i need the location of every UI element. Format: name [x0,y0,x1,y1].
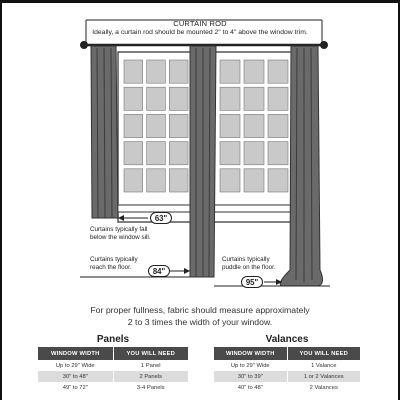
window-pane [244,142,264,165]
window-pane [244,169,264,192]
table-cell: Up to 29" Wide [55,362,95,369]
note-sill-line2: below the window sill. [90,234,151,241]
measure-badge-63: 63" [150,212,172,224]
table-header-row [38,347,188,360]
note-puddle-line2: puddle on the floor. [222,264,276,271]
arrow-95 [264,279,282,285]
window-pane [244,87,264,110]
window-pane [169,87,188,110]
table-row [214,360,360,371]
note-floor-line2: reach the floor. [90,264,132,271]
table-cell: 1 Panel [113,360,188,371]
table-row [38,371,188,382]
table-row [38,382,188,393]
table-cell: 3-4 Panels [113,382,188,393]
fullness-line1: For proper fullness, fabric should measure approximately [90,305,310,315]
window-pane [268,87,288,110]
rod-caption: Ideally, a curtain rod should be mounted 2" to 4" above the window trim. [92,29,308,36]
window-pane [220,60,240,83]
window-pane [220,87,240,110]
window-pane [169,60,188,83]
window-pane [268,142,288,165]
fullness-line2: 2 to 3 times the width of your window. [127,317,273,327]
window-pane [244,114,264,137]
table-row [38,360,188,371]
note-sill [90,226,151,242]
arrow-84 [170,268,190,274]
window-pane [268,60,288,83]
window-pane [268,114,288,137]
table-row [214,371,360,382]
panels-title: Panels [96,334,130,345]
table-cell: 2 Panels [113,371,188,382]
table-cell: 30" to 39" [214,371,287,382]
table-cell: 40" to 48" [237,384,263,391]
window-pane [124,87,143,110]
window-sill-right [208,205,300,212]
table-cell: Up to 29" Wide [230,362,270,369]
window-left [112,52,200,222]
table-cell: 1 Valance [287,360,360,371]
column-header: YOU WILL NEED [113,347,188,360]
window-pane [220,169,240,192]
window-pane [220,114,240,137]
window-pane [147,60,166,83]
valances-table [214,347,360,393]
window-pane [124,114,143,137]
table-header-row [214,347,360,360]
fullness-note [0,304,400,328]
column-header: WINDOW WIDTH [38,347,113,360]
window-right [208,52,300,222]
valances-title: Valances [265,334,309,345]
curtain-panel-sill [91,46,118,218]
note-sill-line1: Curtains typically fall [90,226,148,233]
table-cell: 49" to 72" [62,384,88,391]
note-floor [90,256,138,272]
note-puddle [222,256,276,272]
window-pane [124,60,143,83]
column-header: WINDOW WIDTH [214,347,287,360]
window-pane [147,142,166,165]
rod-label: CURTAIN ROD [173,19,227,28]
window-pane [220,142,240,165]
table-row [214,382,360,393]
panels-table [38,347,188,393]
rod-finial-right [320,41,328,49]
measure-badge-84: 84" [148,265,170,277]
column-header: YOU WILL NEED [287,347,360,360]
measure-badge-95: 95" [241,276,263,288]
window-pane [124,169,143,192]
note-floor-line1: Curtains typically [90,256,138,263]
window-pane [169,114,188,137]
window-sill-left [112,205,200,212]
table-cell: 1 or 2 Valances [287,371,360,382]
window-pane [147,114,166,137]
window-pane [244,60,264,83]
curtain-panel-floor [190,46,216,277]
note-puddle-line1: Curtains typically [222,256,270,263]
window-pane [147,169,166,192]
window-pane [147,87,166,110]
window-pane [124,142,143,165]
window-pane [169,142,188,165]
window-pane [169,169,188,192]
table-cell: 30" to 48" [38,371,113,382]
rod-finial-left [80,41,88,49]
window-pane [268,169,288,192]
table-cell: 2 Valances [287,382,360,393]
